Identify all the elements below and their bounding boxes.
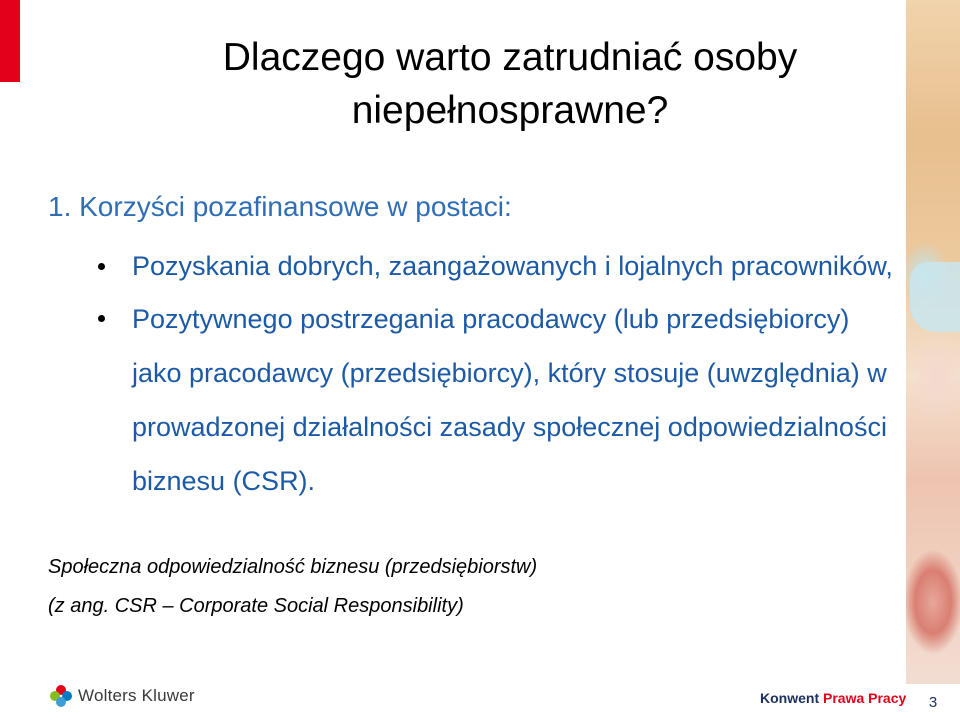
decorative-photo-strip — [906, 0, 960, 684]
wolters-kluwer-logo-icon — [50, 685, 72, 707]
bullet-dot-icon — [98, 315, 105, 322]
logo-text: Wolters Kluwer — [78, 686, 195, 705]
event-name — [760, 690, 906, 706]
event-name-part-1: Konwent — [760, 690, 823, 706]
wolters-kluwer-logo — [50, 683, 195, 709]
csr-note-line-1: Społeczna odpowiedzialność biznesu (przedsiębiorstw) — [48, 556, 538, 578]
bullet-dot-icon — [98, 263, 105, 270]
red-accent-tab — [0, 0, 20, 82]
page-number: 3 — [906, 684, 960, 720]
event-name-part-2: Prawa Pracy — [823, 690, 907, 706]
bullet-item-1 — [96, 240, 902, 292]
csr-note-line-2: (z ang. CSR – Corporate Social Responsibility) — [48, 595, 464, 617]
bullet-item-2-label: Pozytywnego postrzegania pracodawcy (lub przedsiębiorcy) jako pracodawcy (przedsiębiorcy), który stosuje (uwzględnia) w prowadzonej działalności zasady społecznej odpowiedzialności biznesu (CSR). — [132, 304, 887, 496]
bullet-item-2 — [96, 292, 902, 508]
bullet-list — [96, 240, 902, 508]
section-heading: 1. Korzyści pozafinansowe w postaci: — [48, 191, 512, 222]
bullet-item-1-label: Pozyskania dobrych, zaangażowanych i lojalnych pracowników, — [132, 251, 893, 281]
puzzle-piece-image — [910, 262, 960, 332]
slide-title: Dlaczego warto zatrudniać osoby niepełnosprawne? — [222, 36, 798, 132]
